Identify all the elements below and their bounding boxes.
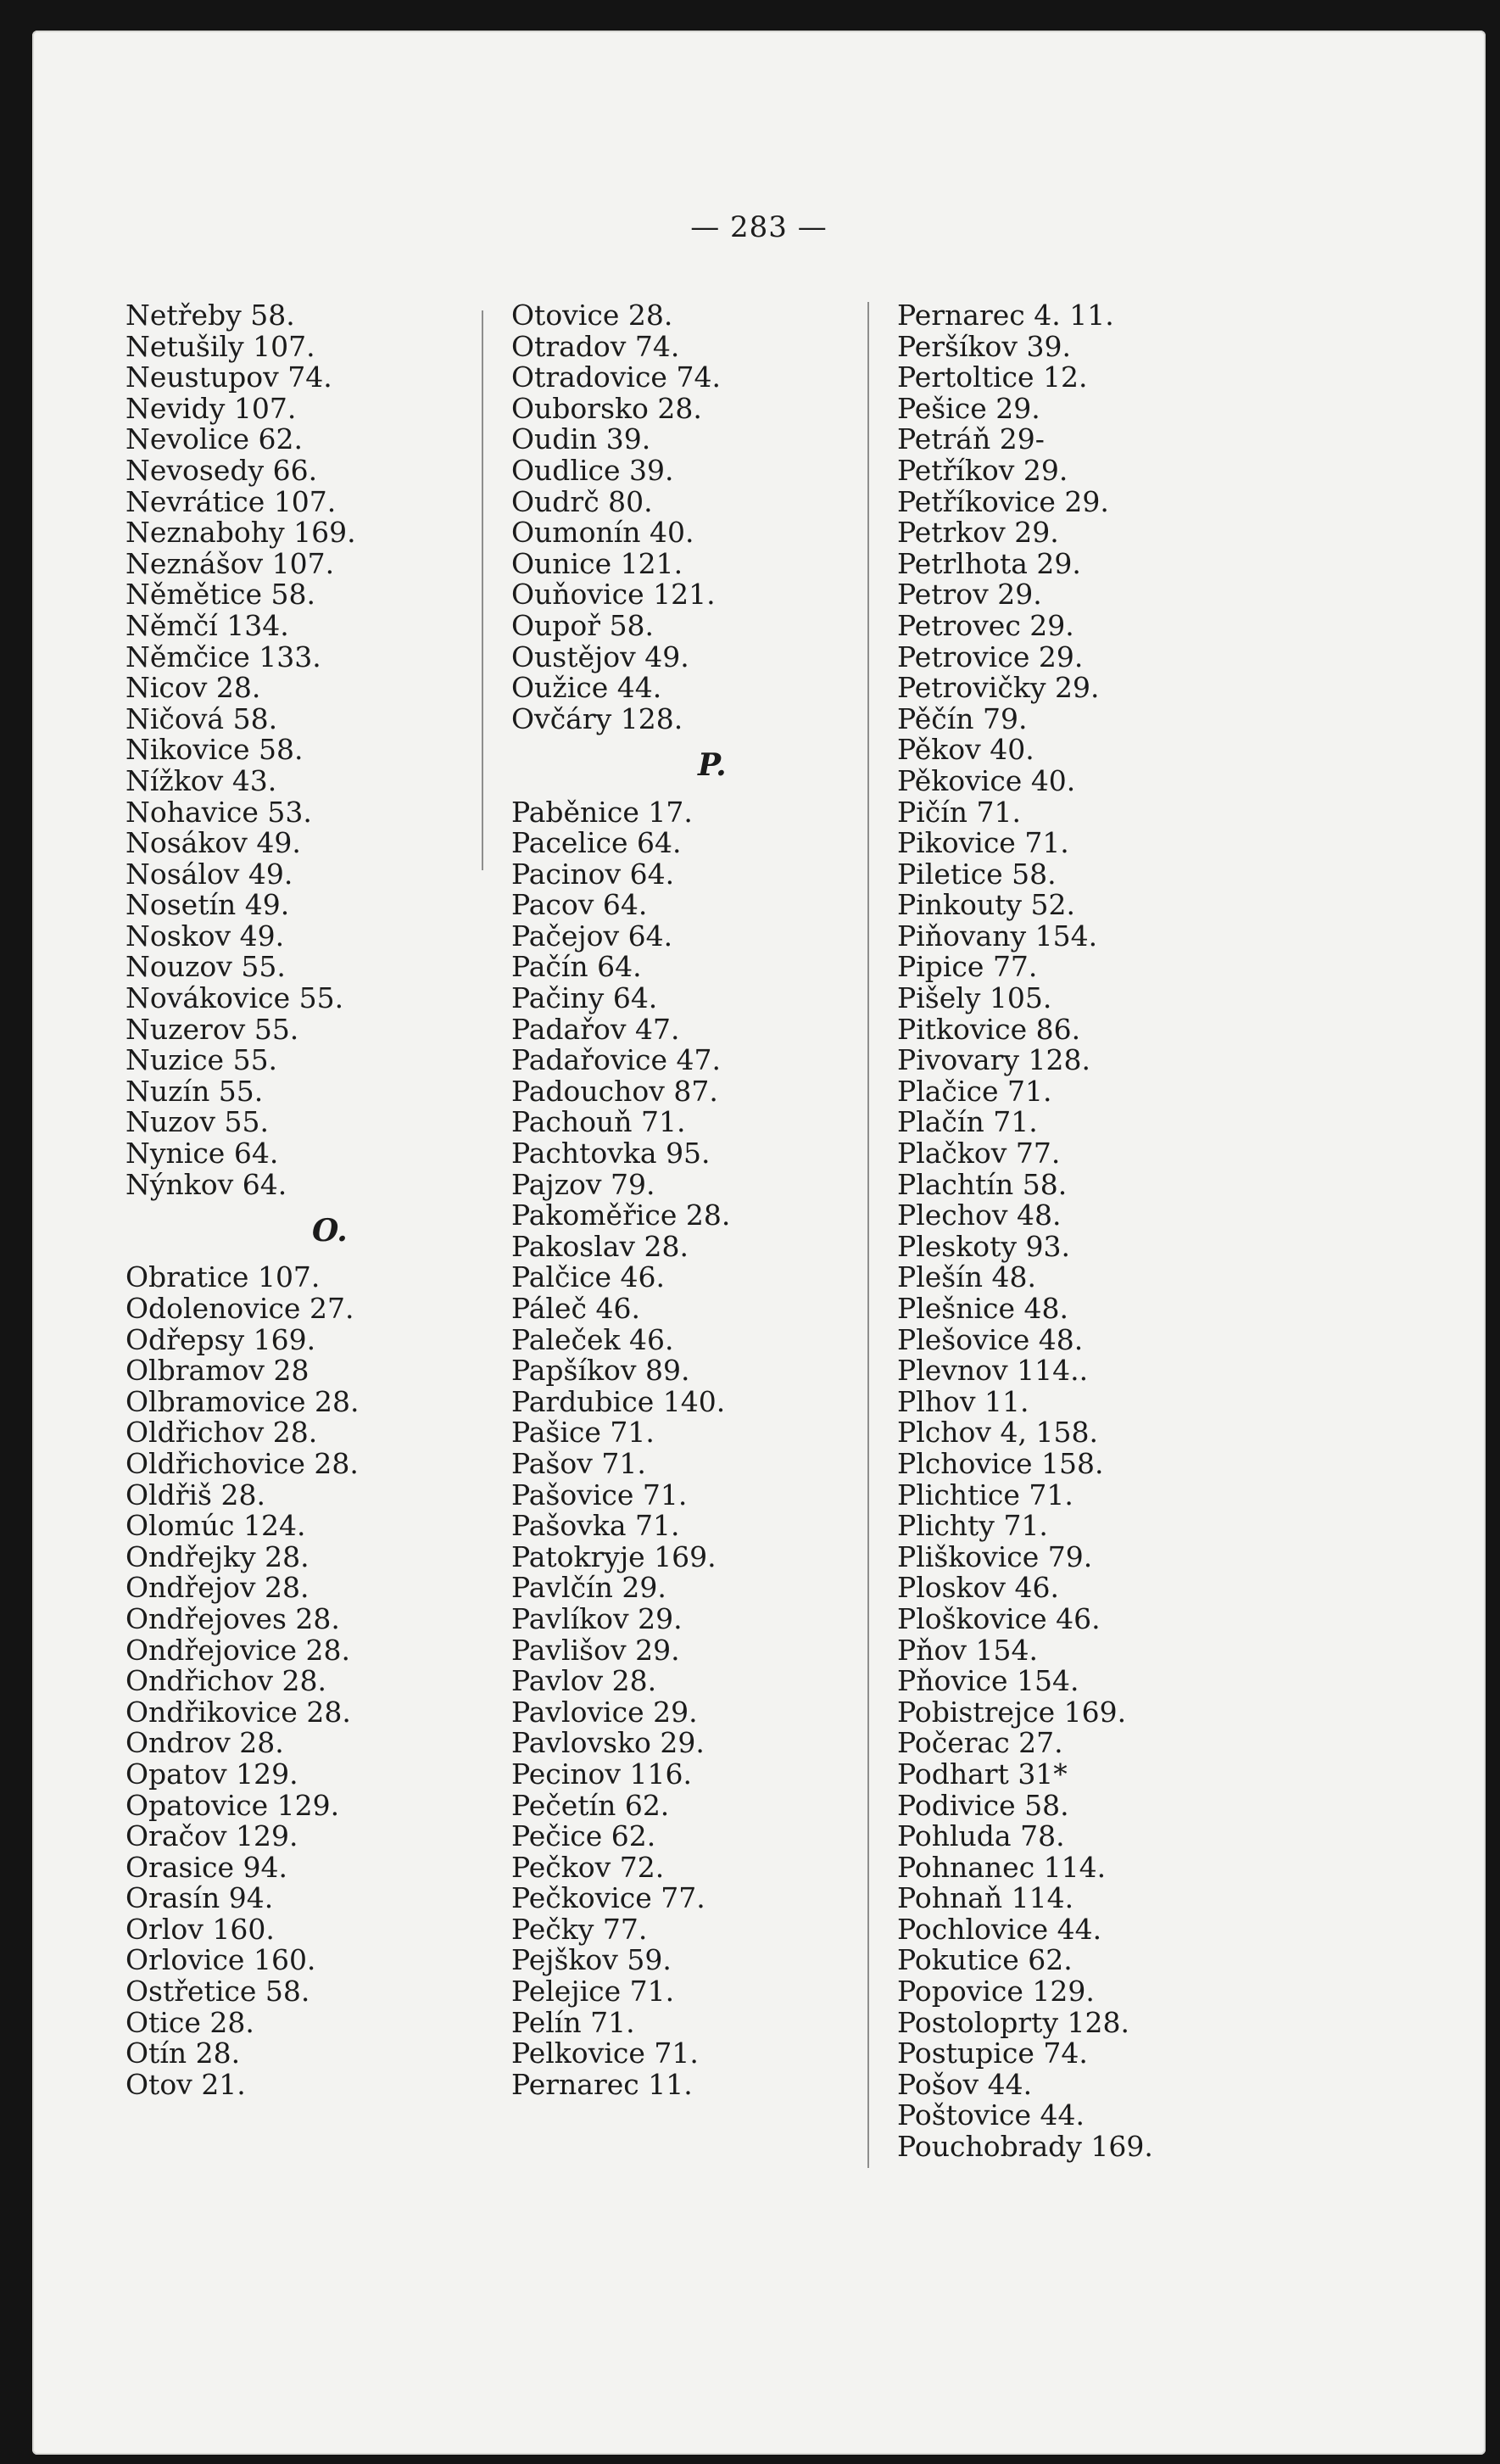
index-entry: Ounice 121.: [511, 546, 683, 580]
index-entry: Nýnkov 64.: [125, 1167, 287, 1201]
index-entry: Pňovice 154.: [897, 1664, 1079, 1698]
index-entry: Pěkov 40.: [897, 733, 1034, 767]
index-entry: Pečice 62.: [511, 1819, 656, 1853]
index-entry: Otradovice 74.: [511, 360, 721, 394]
index-entry: Ondřejov 28.: [125, 1571, 309, 1605]
index-entry: Pejškov 59.: [511, 1943, 672, 1977]
index-entry: Plchovice 158.: [897, 1446, 1104, 1480]
index-entry: Pacinov 64.: [511, 857, 675, 891]
index-entry: Oldřichov 28.: [125, 1416, 318, 1450]
index-entry: Nevosedy 66.: [125, 453, 318, 487]
index-entry: Palčice 46.: [511, 1260, 665, 1294]
index-entry: Pliškovice 79.: [897, 1539, 1093, 1573]
index-entry: Petříkov 29.: [897, 453, 1068, 487]
index-entry: Ploškovice 46.: [897, 1601, 1101, 1635]
index-entry: Ondřikovice 28.: [125, 1695, 351, 1729]
index-entry: Němčice 133.: [125, 640, 321, 673]
index-entry: Pašov 71.: [511, 1446, 646, 1480]
index-entry: Plchov 4, 158.: [897, 1416, 1098, 1450]
index-entry: Pačejov 64.: [511, 919, 673, 953]
index-entry: Ondřejky 28.: [125, 1539, 309, 1573]
index-entry: Pečetín 62.: [511, 1788, 670, 1822]
index-entry: Otice 28.: [125, 2005, 254, 2039]
index-entry: Ouňovice 121.: [511, 578, 716, 612]
index-entry: Pavlíkov 29.: [511, 1601, 683, 1635]
index-entry: Netřeby 58.: [125, 299, 295, 332]
index-entry: Pačiny 64.: [511, 981, 658, 1015]
index-entry: Plačkov 77.: [897, 1137, 1061, 1171]
index-entry: Pinkouty 52.: [897, 888, 1076, 922]
index-entry: Pašovka 71.: [511, 1509, 680, 1543]
index-entry: Podhart 31*: [897, 1757, 1068, 1791]
index-entry: Olbramov 28: [125, 1354, 309, 1388]
index-entry: Poštovice 44.: [897, 2098, 1085, 2132]
index-entry: Pipice 77.: [897, 950, 1038, 984]
index-entry: Plešín 48.: [897, 1260, 1037, 1294]
index-entry: Pečkov 72.: [511, 1850, 665, 1884]
index-entry: Pašice 71.: [511, 1416, 655, 1450]
index-entry: Pouchobrady 169.: [897, 2130, 1153, 2164]
index-entry: Petrovec 29.: [897, 608, 1074, 642]
index-entry: Nevolice 62.: [125, 422, 304, 456]
index-entry: Otovice 28.: [511, 299, 673, 332]
index-column-3: [897, 300, 1253, 2163]
index-entry: Postoloprty 128.: [897, 2005, 1129, 2039]
index-entry: Olomúc 124.: [125, 1509, 306, 1543]
index-entry: Pavlovice 29.: [511, 1695, 698, 1729]
index-entry: Obratice 107.: [125, 1260, 321, 1294]
index-entry: Němčí 134.: [125, 608, 289, 642]
index-entry: Plichtice 71.: [897, 1478, 1073, 1511]
column-divider: [482, 310, 483, 870]
index-entry: Olbramovice 28.: [125, 1384, 360, 1418]
index-entry: Oužice 44.: [511, 671, 662, 705]
index-entry: Pakoslav 28.: [511, 1229, 689, 1263]
index-entry: Petráň 29-: [897, 422, 1045, 456]
index-entry: Oudrč 80.: [511, 484, 653, 518]
index-entry: Ouborsko 28.: [511, 391, 702, 425]
column-divider: [867, 302, 869, 2168]
index-entry: Pašovice 71.: [511, 1478, 688, 1511]
index-entry: Neznášov 107.: [125, 546, 335, 580]
index-entry: Pohnanec 114.: [897, 1850, 1107, 1884]
index-entry: Nuzerov 55.: [125, 1012, 299, 1046]
index-entry: Pavlov 28.: [511, 1664, 657, 1698]
index-entry: Pivovary 128.: [897, 1043, 1090, 1077]
index-entry: Neustupov 74.: [125, 360, 332, 394]
index-entry: Pelín 71.: [511, 2005, 635, 2039]
index-entry: Padařovice 47.: [511, 1043, 722, 1077]
index-entry: Petrkov 29.: [897, 516, 1059, 550]
index-entry: Ostřetice 58.: [125, 1975, 310, 2009]
index-entry: Ondřejovice 28.: [125, 1633, 351, 1667]
index-entry: Pečky 77.: [511, 1912, 648, 1946]
index-entry: Novákovice 55.: [125, 981, 344, 1015]
index-entry: Pobistrejce 169.: [897, 1695, 1127, 1729]
index-entry: Noskov 49.: [125, 919, 285, 953]
index-entry: Pachouň 71.: [511, 1105, 686, 1139]
index-entry: Orasín 94.: [125, 1881, 274, 1915]
page-number: — 283 —: [690, 210, 828, 244]
index-entry: Pečkovice 77.: [511, 1881, 705, 1915]
index-entry: Nuzín 55.: [125, 1074, 264, 1108]
index-entry: Pardubice 140.: [511, 1384, 726, 1418]
index-entry: Pacov 64.: [511, 888, 648, 922]
index-entry: Orasice 94.: [125, 1850, 287, 1884]
index-entry: Padouchov 87.: [511, 1074, 718, 1108]
index-entry: Paběnice 17.: [511, 795, 693, 829]
index-entry: Ničová 58.: [125, 701, 278, 735]
document-page: [32, 31, 1486, 2455]
index-entry: Nouzov 55.: [125, 950, 286, 984]
index-entry: Nížkov 43.: [125, 763, 277, 797]
index-entry: Pernarec 11.: [511, 2067, 693, 2101]
index-entry: Pešice 29.: [897, 391, 1040, 425]
index-entry: Pokutice 62.: [897, 1943, 1073, 1977]
index-entry: Plešnice 48.: [897, 1292, 1069, 1325]
index-entry: Otov 21.: [125, 2067, 246, 2101]
index-entry: Plechov 48.: [897, 1198, 1062, 1232]
index-entry: Patokryje 169.: [511, 1539, 717, 1573]
index-entry: Padařov 47.: [511, 1012, 680, 1046]
index-entry: Nynice 64.: [125, 1137, 279, 1171]
index-entry: Oudin 39.: [511, 422, 651, 456]
index-entry: Postupice 74.: [897, 2037, 1088, 2070]
index-entry: Plačice 71.: [897, 1074, 1052, 1108]
index-entry: Plachtín 58.: [897, 1167, 1068, 1201]
index-entry: Pěkovice 40.: [897, 763, 1076, 797]
index-entry: Petříkovice 29.: [897, 484, 1109, 518]
index-entry: Peršíkov 39.: [897, 329, 1071, 363]
index-entry: Papšíkov 89.: [511, 1354, 690, 1388]
index-entry: Pacelice 64.: [511, 826, 682, 860]
index-entry: Nevrátice 107.: [125, 484, 337, 518]
index-entry: Pačín 64.: [511, 950, 642, 984]
index-entry: Netušily 107.: [125, 329, 315, 363]
index-entry: Petrovičky 29.: [897, 671, 1100, 705]
index-entry: Páleč 46.: [511, 1292, 640, 1325]
index-entry: Pěčín 79.: [897, 701, 1028, 735]
index-entry: Oldřichovice 28.: [125, 1446, 359, 1480]
index-entry: Ondřichov 28.: [125, 1664, 326, 1698]
index-entry: Pavlišov 29.: [511, 1633, 680, 1667]
index-entry: Nosákov 49.: [125, 826, 301, 860]
index-entry: Pišely 105.: [897, 981, 1052, 1015]
index-entry: Neznabohy 169.: [125, 516, 356, 550]
index-entry: Pelejice 71.: [511, 1975, 675, 2009]
index-entry: Plešovice 48.: [897, 1322, 1084, 1356]
index-entry: Piletice 58.: [897, 857, 1057, 891]
index-entry: Orlov 160.: [125, 1912, 275, 1946]
index-entry: Pochlovice 44.: [897, 1912, 1102, 1946]
index-entry: Ondřejoves 28.: [125, 1601, 340, 1635]
index-entry: Nuzov 55.: [125, 1105, 269, 1139]
index-entry: Ondrov 28.: [125, 1726, 284, 1760]
index-entry: Popovice 129.: [897, 1975, 1095, 2009]
index-entry: Paleček 46.: [511, 1322, 674, 1356]
index-entry: Pikovice 71.: [897, 826, 1069, 860]
index-entry: Pleskoty 93.: [897, 1229, 1070, 1263]
index-entry: Nosetín 49.: [125, 888, 290, 922]
index-entry: Pavlovsko 29.: [511, 1726, 705, 1760]
index-entry: Pičín 71.: [897, 795, 1022, 829]
index-entry: Pošov 44.: [897, 2067, 1033, 2101]
index-entry: Ploskov 46.: [897, 1571, 1060, 1605]
index-entry: Pecinov 116.: [511, 1757, 693, 1791]
index-entry: Pajzov 79.: [511, 1167, 655, 1201]
index-entry: Nuzice 55.: [125, 1043, 278, 1077]
index-entry: Pňov 154.: [897, 1633, 1038, 1667]
index-entry: Nevidy 107.: [125, 391, 297, 425]
index-entry: Odřepsy 169.: [125, 1322, 316, 1356]
index-entry: Ovčáry 128.: [511, 701, 683, 735]
index-entry: Oudlice 39.: [511, 453, 674, 487]
index-entry: Němětice 58.: [125, 578, 316, 612]
index-entry: Nicov 28.: [125, 671, 261, 705]
index-entry: Podivice 58.: [897, 1788, 1069, 1822]
index-entry: Oračov 129.: [125, 1819, 298, 1853]
letter-heading: P.: [698, 747, 727, 784]
index-entry: Pertoltice 12.: [897, 360, 1088, 394]
index-entry: Oustějov 49.: [511, 640, 689, 673]
index-entry: Orlovice 160.: [125, 1943, 316, 1977]
index-entry: Pohnaň 114.: [897, 1881, 1074, 1915]
index-entry: Pelkovice 71.: [511, 2037, 699, 2070]
letter-heading: O.: [312, 1213, 348, 1249]
index-column-1: [125, 300, 465, 2100]
index-entry: Oupoř 58.: [511, 608, 655, 642]
index-entry: Oldřiš 28.: [125, 1478, 265, 1511]
index-entry: Plačín 71.: [897, 1105, 1038, 1139]
index-entry: Počerac 27.: [897, 1726, 1063, 1760]
index-entry: Petrovice 29.: [897, 640, 1084, 673]
index-entry: Otradov 74.: [511, 329, 680, 363]
index-entry: Pavlčín 29.: [511, 1571, 666, 1605]
index-column-2: [511, 300, 850, 2100]
index-entry: Pernarec 4. 11.: [897, 299, 1114, 332]
index-entry: Otín 28.: [125, 2037, 241, 2070]
index-entry: Piňovany 154.: [897, 919, 1098, 953]
index-entry: Oumonín 40.: [511, 516, 694, 550]
index-entry: Odolenovice 27.: [125, 1292, 354, 1325]
index-entry: Pohluda 78.: [897, 1819, 1065, 1853]
index-entry: Nosálov 49.: [125, 857, 293, 891]
index-entry: Pitkovice 86.: [897, 1012, 1081, 1046]
index-entry: Petrlhota 29.: [897, 546, 1081, 580]
index-entry: Pachtovka 95.: [511, 1137, 711, 1171]
index-entry: Nikovice 58.: [125, 733, 304, 767]
index-entry: Pakoměřice 28.: [511, 1198, 731, 1232]
index-entry: Plhov 11.: [897, 1384, 1029, 1418]
index-entry: Plichty 71.: [897, 1509, 1048, 1543]
index-entry: Plevnov 114..: [897, 1354, 1089, 1388]
index-entry: Nohavice 53.: [125, 795, 312, 829]
index-entry: Opatovice 129.: [125, 1788, 340, 1822]
index-entry: Petrov 29.: [897, 578, 1042, 612]
index-entry: Opatov 129.: [125, 1757, 298, 1791]
